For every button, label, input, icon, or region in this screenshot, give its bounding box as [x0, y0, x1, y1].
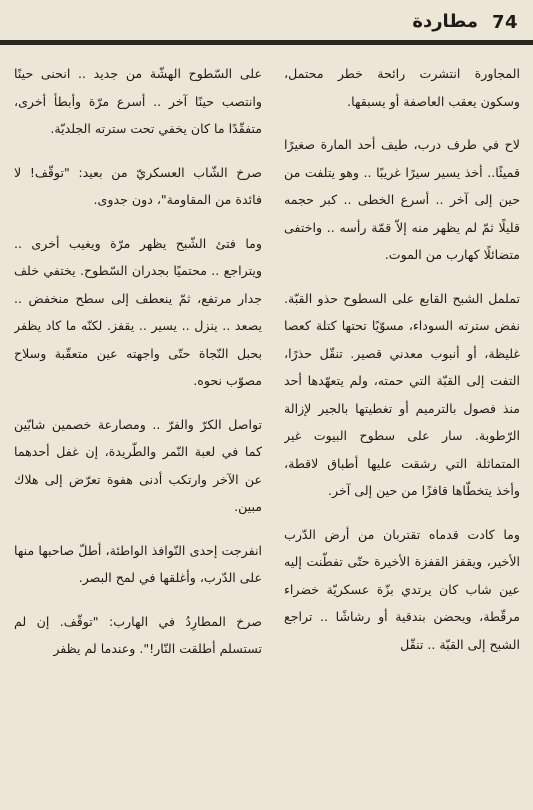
paragraph: وما فتئ الشّبح يظهر مرّة ويغيب أخرى .. ويتراجع .. محتميًا بجدران السّطوح. يختفي خلف جدار مرتفع، ثمّ ينعطف إلى سطح منخفض .. يصعد .. ينزل .. يسير .. يقفز. لكنّه ما كاد يظفر بحبل النّجاة حتّى واجهته عين متعقّبة وسلاح مصوّب نحوه.: [14, 235, 262, 388]
right-column: [284, 60, 520, 805]
paragraph: المجاورة انتشرت رائحة خطر محتمل، وسكون يعقب العاصفة أو يسبقها.: [284, 66, 520, 109]
left-column: [14, 60, 262, 805]
paragraph: تواصل الكرّ والفرّ .. ومصارعة خصمين شابّين كما في لعبة النّمر والطّريدة، إن غفل أحدهما عن الآخر وارتكب أدنى هفوة تعرّض إلى هلاك مبين.: [14, 416, 262, 514]
paragraph: لاح في طرف درب، طيف أحد المارة صغيرًا قميئًا.. أخذ يسير سيرًا غريبًا .. وهو يتلفت من حين إلى آخر .. أسرع الخطى .. كبر حجمه قليلًا ثمّ لم يظهر منه إلاّ قمّة رأسه .. واختفى متضائلًا كهارب من الموت.: [284, 137, 520, 262]
header-rule: [0, 40, 533, 45]
page-header: [0, 0, 533, 40]
paragraph: صرخ المطارِدُ في الهارب: "توقّف. إن لم تستسلم أطلقت النّار!". وعندما لم يظفر: [14, 613, 262, 656]
paragraph: على السّطوح الهشّة من جديد .. انحنى حينًا وانتصب حينًا آخر .. أسرع مرّة وأبطأ أخرى، متفقّدًا ما كان يخفي تحت سترته الجلديّة.: [14, 66, 262, 136]
paragraph: انفرجت إحدى النّوافذ الواطئة، أطلّ صاحبها منها على الدّرب، وأغلقها في لمح البصر.: [14, 542, 262, 585]
paragraph: تململ الشبح القابع على السطوح حذو القبّة. نفض سترته السوداء، مسوّيًا تحتها كتلة كعصا غليظة، أو أنبوب معدني قصير. تنقّل حذرًا، التفت إلى القبّة التي حمته، ولم يتعهّدها أحد منذ فصول بالترميم أو تغطيتها بالجير لإزالة الرّطوبة. سار على سطوح البيوت غير المتماثلة التي رشقت عليها أطباق لاقطة، وأخذ يتخطّاها قافزًا من حين إلى آخر.: [284, 290, 520, 498]
paragraph: صرخ الشّاب العسكريّ من بعيد: "توقّف! لا فائدة من المقاومة"، دون جدوى.: [14, 164, 262, 207]
page-number: 74: [492, 12, 519, 33]
paragraph: وما كادت قدماه تقتربان من أرض الدّرب الأخير، ويقفز القفزة الأخيرة حتّى تفطّنت إليه عين شاب كان يرتدي بزّة عسكريّة خضراء مرقّطة، ويحضن بندقية أو رشاشًا .. تراجع الشبح إلى القبّة .. تنقّل: [284, 526, 520, 652]
book-title: مطاردة: [412, 11, 478, 32]
